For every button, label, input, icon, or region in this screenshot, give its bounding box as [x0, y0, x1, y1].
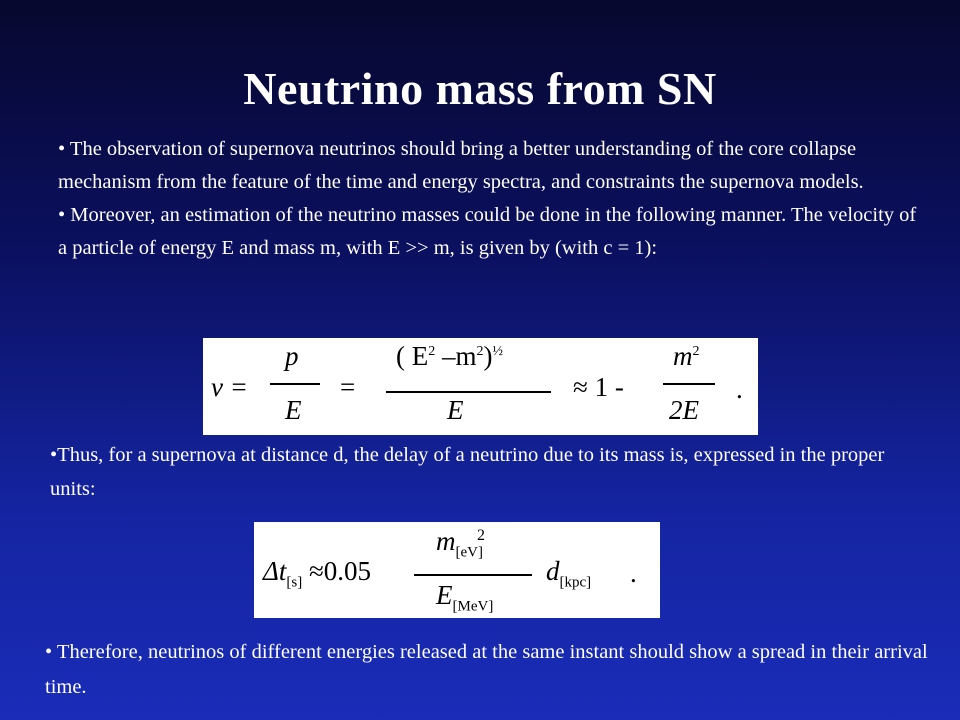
intro-paragraph	[58, 133, 920, 265]
eq1-approx: ≈ 1 -	[573, 372, 624, 402]
eq1-fraction-bar-3	[663, 383, 715, 385]
delay-paragraph: •Thus, for a supernova at distance d, the delay of a neutrino due to its mass is, expressed in the proper units:	[50, 444, 885, 500]
eq1-den2: E	[447, 395, 464, 425]
eq2-denominator: $E_{[MeV]}$	[436, 580, 494, 615]
velocity-equation	[203, 338, 758, 435]
eq1-fraction-bar-2	[386, 391, 551, 393]
eq1-den1: E	[285, 395, 302, 425]
bullet-observation: • The observation of supernova neutrinos should bring a better understanding of the core collapse mechanism from the feature of the time and energy spectra, and constraints the supernova models.	[58, 138, 864, 193]
slide-title: Neutrino mass from SN	[243, 63, 717, 114]
conclusion-paragraph: • Therefore, neutrinos of different energies released at the same instant should show a spread in their arrival time.	[45, 641, 928, 698]
eq1-num2: ( $E^2$ $-m^2)^{\frac{1}{2}}$	[396, 341, 503, 371]
eq1-num1: p	[285, 341, 299, 371]
eq2-numerator: $m_{[eV]}^2$	[436, 526, 485, 561]
eq2-fraction-bar	[414, 574, 532, 576]
eq1-den3: 2E	[669, 395, 699, 425]
eq1-lhs: v =	[211, 372, 248, 402]
bullet-mass-estimation: • Moreover, an estimation of the neutrino masses could be done in the following manner. The velocity of a particle of energy E and mass m, with E >> m, is given by (with c = 1):	[58, 204, 917, 259]
time-delay-equation	[254, 522, 660, 618]
eq2-period: .	[630, 558, 637, 588]
eq2-lhs: $\Delta t_{[s]} \approx 0.05$	[263, 556, 372, 591]
eq1-period: .	[736, 374, 743, 404]
eq1-equals: =	[340, 372, 356, 402]
eq1-fraction-bar-1	[270, 383, 320, 385]
eq2-distance: $d_{[kpc]}$	[546, 556, 592, 591]
eq1-num3: $m^2$	[673, 341, 700, 371]
